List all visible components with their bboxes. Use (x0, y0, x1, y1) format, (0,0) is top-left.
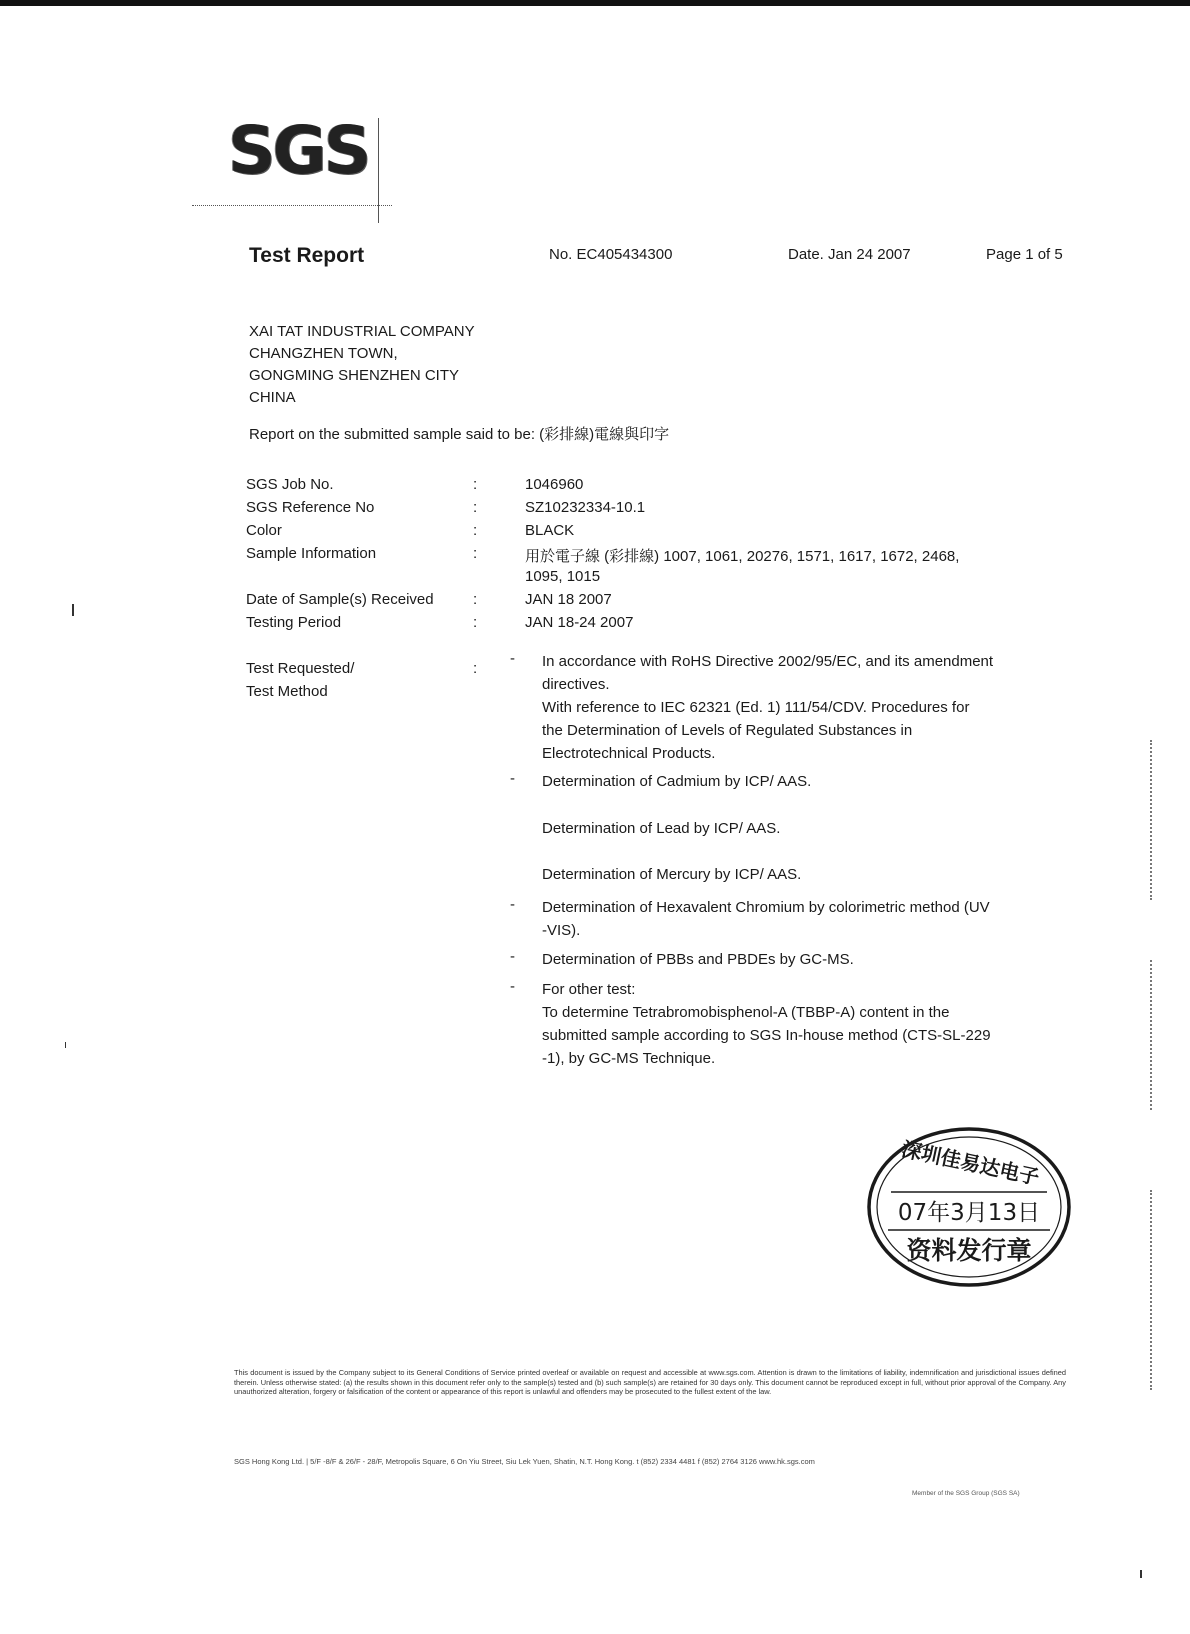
detail-colon: : (473, 476, 478, 493)
margin-scan-dots (1150, 960, 1152, 1110)
item-line: -VIS). (542, 922, 581, 939)
list-item (542, 896, 1082, 942)
item-line: Determination of Mercury by ICP/ AAS. (542, 866, 802, 883)
detail-label: Sample Information (246, 545, 377, 562)
list-bullet: - (510, 978, 515, 995)
item-line: In accordance with RoHS Directive 2002/95/EC, and its amendment (542, 653, 994, 670)
test-method-label: Test Method (246, 683, 328, 700)
list-item (542, 978, 1082, 1070)
sgs-logo (228, 112, 369, 189)
detail-value: JAN 18-24 2007 (525, 614, 634, 631)
detail-colon: : (473, 545, 478, 562)
list-bullet: - (510, 948, 515, 965)
scan-speck (1140, 1570, 1142, 1578)
item-line: Determination of Cadmium by ICP/ AAS. (542, 773, 812, 790)
item-line: For other test: (542, 981, 636, 998)
margin-scan-dots (1150, 1190, 1152, 1390)
detail-colon: : (473, 591, 478, 608)
client-line: GONGMING SHENZHEN CITY (249, 367, 460, 384)
detail-value: BLACK (525, 522, 575, 539)
item-line: To determine Tetrabromobisphenol-A (TBBP-A) content in the (542, 1004, 950, 1021)
list-item (542, 817, 1082, 840)
item-line: Determination of Hexavalent Chromium by colorimetric method (UV (542, 899, 990, 916)
sample-description: Report on the submitted sample said to be: (彩排線)電線與印字 (249, 426, 670, 443)
client-line: CHINA (249, 389, 296, 406)
list-item (542, 948, 1082, 971)
detail-colon: : (473, 614, 478, 631)
item-line: Determination of PBBs and PBDEs by GC-MS. (542, 951, 854, 968)
scan-speck (65, 1042, 66, 1048)
list-bullet: - (510, 650, 515, 667)
list-item (542, 770, 1082, 793)
sgs-logo-text: SGS (228, 112, 369, 189)
client-line: XAI TAT INDUSTRIAL COMPANY (249, 323, 475, 340)
item-line: the Determination of Levels of Regulated Substances in (542, 722, 913, 739)
list-bullet: - (510, 896, 515, 913)
top-border (0, 0, 1190, 6)
detail-value: 用於電子線 (彩排線) 1007, 1061, 20276, 1571, 1617, 1672, 2468, (525, 548, 960, 565)
item-line: Determination of Lead by ICP/ AAS. (542, 820, 781, 837)
item-line: submitted sample according to SGS In-house method (CTS-SL-229 (542, 1027, 991, 1044)
client-address (249, 321, 475, 409)
company-address-footer: SGS Hong Kong Ltd. | 5/F -8/F & 26/F - 28/F, Metropolis Square, 6 On Yiu Street, Siu Lek Yuen, Shatin, N.T. Hong Kong. t (852) 2334 4481 f (852) 2764 3126 www.hk.sgs.com (234, 1457, 815, 1466)
logo-vertical-line (378, 118, 379, 223)
test-requested-label: Test Requested/ (246, 660, 355, 677)
detail-label: Testing Period (246, 614, 342, 631)
report-number: No. EC405434300 (549, 246, 673, 263)
item-line: Electrotechnical Products. (542, 745, 716, 762)
report-date: Date. Jan 24 2007 (788, 246, 911, 263)
page-number: Page 1 of 5 (986, 246, 1063, 263)
page-title: Test Report (249, 244, 365, 267)
margin-scan-dots (1150, 740, 1152, 900)
stamp-top-text: 深圳佳易达电子 (899, 1136, 1042, 1190)
list-item (542, 650, 1082, 765)
stamp-date-text: 07年3月13日 (897, 1200, 1041, 1226)
detail-value: SZ10232334-10.1 (525, 499, 646, 516)
test-colon: : (473, 660, 478, 677)
item-line: With reference to IEC 62321 (Ed. 1) 111/54/CDV. Procedures for (542, 699, 970, 716)
detail-label: SGS Reference No (246, 499, 375, 516)
detail-label: SGS Job No. (246, 476, 334, 493)
member-of-group: Member of the SGS Group (SGS SA) (912, 1490, 1020, 1497)
detail-value: JAN 18 2007 (525, 591, 612, 608)
list-bullet: - (510, 770, 515, 787)
detail-label: Date of Sample(s) Received (246, 591, 434, 608)
detail-label: Color (246, 522, 282, 539)
company-seal-stamp (866, 1126, 1072, 1288)
detail-colon: : (473, 522, 478, 539)
logo-dotted-line (192, 205, 392, 206)
client-line: CHANGZHEN TOWN, (249, 345, 398, 362)
detail-value-continued: 1095, 1015 (525, 568, 601, 585)
detail-colon: : (473, 499, 478, 516)
list-item (542, 863, 1082, 886)
scan-speck (72, 604, 74, 616)
item-line: directives. (542, 676, 610, 693)
detail-value: 1046960 (525, 476, 584, 493)
stamp-bottom-text: 资料发行章 (906, 1236, 1032, 1265)
item-line: -1), by GC-MS Technique. (542, 1050, 716, 1067)
legal-disclaimer: This document is issued by the Company subject to its General Conditions of Service printed overleaf or available on request and accessible at www.sgs.com. Attention is drawn to the limitations of liability, indemnification and jurisdictional issues defined therein. Unless otherwise stated: (a) the results shown in this document refer only to the sample(s) tested and (b) such sample(s) are retained for 30 days only. This document cannot be reproduced except in full, without prior approval of the Company. Any unauthorized alteration, forgery or falsification of the content or appearance of this report is unlawful and offenders may be prosecuted to the fullest extent of the law. (234, 1368, 1066, 1396)
